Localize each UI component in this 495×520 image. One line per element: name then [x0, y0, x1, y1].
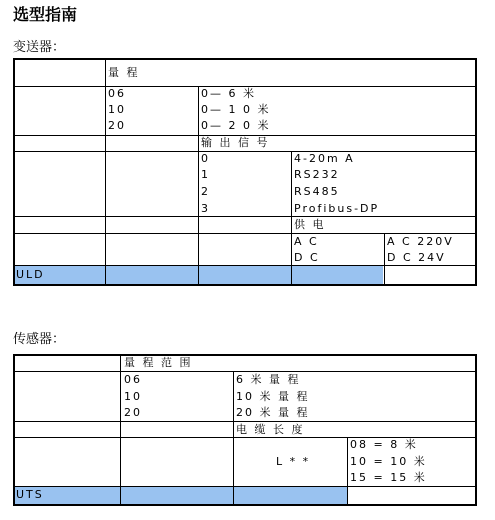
- range-code: 06: [108, 87, 126, 100]
- cable-option: 10 = 10 米: [350, 455, 427, 468]
- output-label: 4-20m A: [294, 152, 355, 165]
- page-title: 选型指南: [13, 5, 78, 24]
- range-label: 0— 1 0 米: [201, 103, 271, 116]
- range-header: 量 程: [108, 66, 140, 79]
- sensor-range-label: 20 米 量 程: [236, 406, 310, 419]
- power-label: D C 24V: [387, 251, 446, 264]
- range-label: 0— 6 米: [201, 87, 256, 100]
- power-code: D C: [294, 251, 320, 264]
- range-code: 10: [108, 103, 126, 116]
- transmitter-heading: 变送器：: [13, 40, 66, 55]
- sensor-range-header: 量 程 范 围: [124, 356, 193, 369]
- transmitter-model-code: ULD: [16, 268, 45, 281]
- output-label: RS485: [294, 185, 340, 198]
- cable-option: 08 = 8 米: [350, 438, 418, 451]
- output-code: 0: [201, 152, 210, 165]
- power-code: A C: [294, 235, 319, 248]
- sensor-range-code: 06: [124, 373, 142, 386]
- sensor-heading: 传感器：: [13, 332, 66, 347]
- cable-option: 15 = 15 米: [350, 471, 427, 484]
- sensor-model-code: UTS: [16, 488, 44, 501]
- output-header: 输 出 信 号: [201, 136, 270, 149]
- cable-header: 电 缆 长 度: [236, 423, 305, 436]
- output-code: 1: [201, 168, 210, 181]
- sensor-range-label: 10 米 量 程: [236, 390, 310, 403]
- sensor-range-code: 20: [124, 406, 142, 419]
- power-header: 供 电: [294, 218, 326, 231]
- output-code: 3: [201, 202, 210, 215]
- output-label: RS232: [294, 168, 340, 181]
- sensor-range-code: 10: [124, 390, 142, 403]
- sensor-range-label: 6 米 量 程: [236, 373, 301, 386]
- output-label: Profibus-DP: [294, 202, 380, 215]
- range-code: 20: [108, 119, 126, 132]
- power-label: A C 220V: [387, 235, 454, 248]
- range-label: 0— 2 0 米: [201, 119, 271, 132]
- sensor-model-row-highlight: [14, 487, 347, 504]
- output-code: 2: [201, 185, 210, 198]
- cable-code: L * *: [276, 455, 311, 468]
